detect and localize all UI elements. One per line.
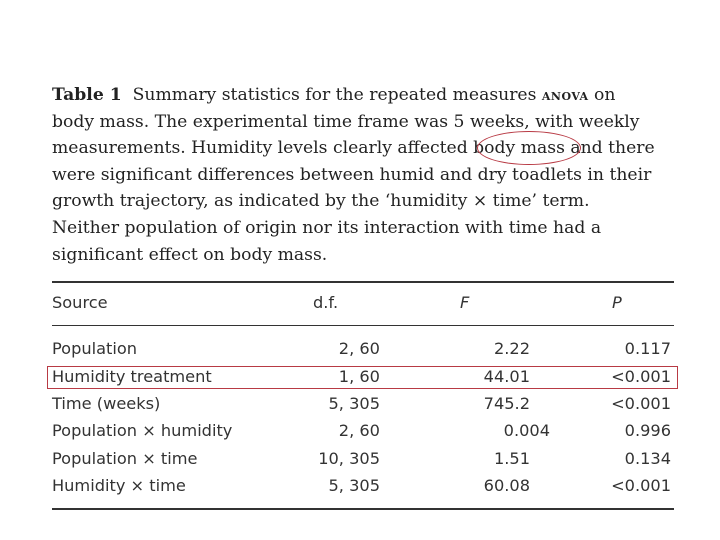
row-population-time-f: 1.51 (493, 449, 530, 468)
table-top-rule (52, 281, 674, 283)
row-population-time-df: 10, 305 (318, 449, 380, 468)
row-time-df: 5, 305 (328, 394, 380, 413)
caption-line-1 (52, 82, 692, 109)
header-p: P (612, 293, 622, 312)
caption-line-1-tail: on (588, 85, 616, 105)
caption-line-1-text: Summary statistics for the repeated measures (132, 85, 542, 105)
row-population-p: 0.117 (624, 339, 671, 358)
caption-line-4: were significant differences between humid and dry toadlets in their (52, 164, 652, 185)
row-humidity-treatment-p: <0.001 (611, 367, 671, 386)
caption-line-2: body mass. The experimental time frame was 5 weeks, with weekly (52, 111, 640, 132)
header-f: F (460, 293, 470, 312)
caption-line-3: measurements. Humidity levels clearly affected body mass and there (52, 138, 655, 159)
row-humidity-time-source: Humidity × time (52, 476, 186, 495)
row-humidity-time-f: 60.08 (483, 476, 530, 495)
row-population-humidity-df: 2, 60 (338, 421, 380, 440)
row-time-p: <0.001 (611, 394, 671, 413)
table-label: Table 1 (52, 85, 122, 105)
row-population-f: 2.22 (493, 339, 530, 358)
row-time-f: 745.2 (483, 394, 530, 413)
row-humidity-treatment-df: 1, 60 (338, 367, 380, 386)
row-humidity-time-df: 5, 305 (328, 476, 380, 495)
caption-line-5: growth trajectory, as indicated by the ‘humidity × time’ term. (52, 191, 590, 212)
row-population-time-p: 0.134 (624, 449, 671, 468)
body-mass-highlight-oval (477, 131, 581, 165)
row-population-source: Population (52, 339, 138, 358)
table-caption (52, 82, 692, 268)
table-bottom-rule (52, 508, 674, 510)
header-df: d.f. (313, 293, 339, 312)
row-humidity-treatment-f: 44.01 (483, 367, 530, 386)
row-population-df: 2, 60 (338, 339, 380, 358)
row-humidity-treatment-source: Humidity treatment (52, 367, 212, 386)
row-population-time-source: Population × time (52, 449, 198, 468)
header-source: Source (52, 293, 108, 312)
row-time-source: Time (weeks) (52, 394, 161, 413)
row-population-humidity-source: Population × humidity (52, 421, 233, 440)
caption-line-7: significant effect on body mass. (52, 244, 328, 265)
table-header-rule (52, 325, 674, 326)
anova-term: anova (541, 86, 589, 104)
humidity-treatment-highlight-box (47, 366, 678, 389)
caption-line-6: Neither population of origin nor its interaction with time had a (52, 217, 602, 238)
row-humidity-time-p: <0.001 (611, 476, 671, 495)
row-population-humidity-f: 0.004 (503, 421, 550, 440)
row-population-humidity-p: 0.996 (624, 421, 671, 440)
